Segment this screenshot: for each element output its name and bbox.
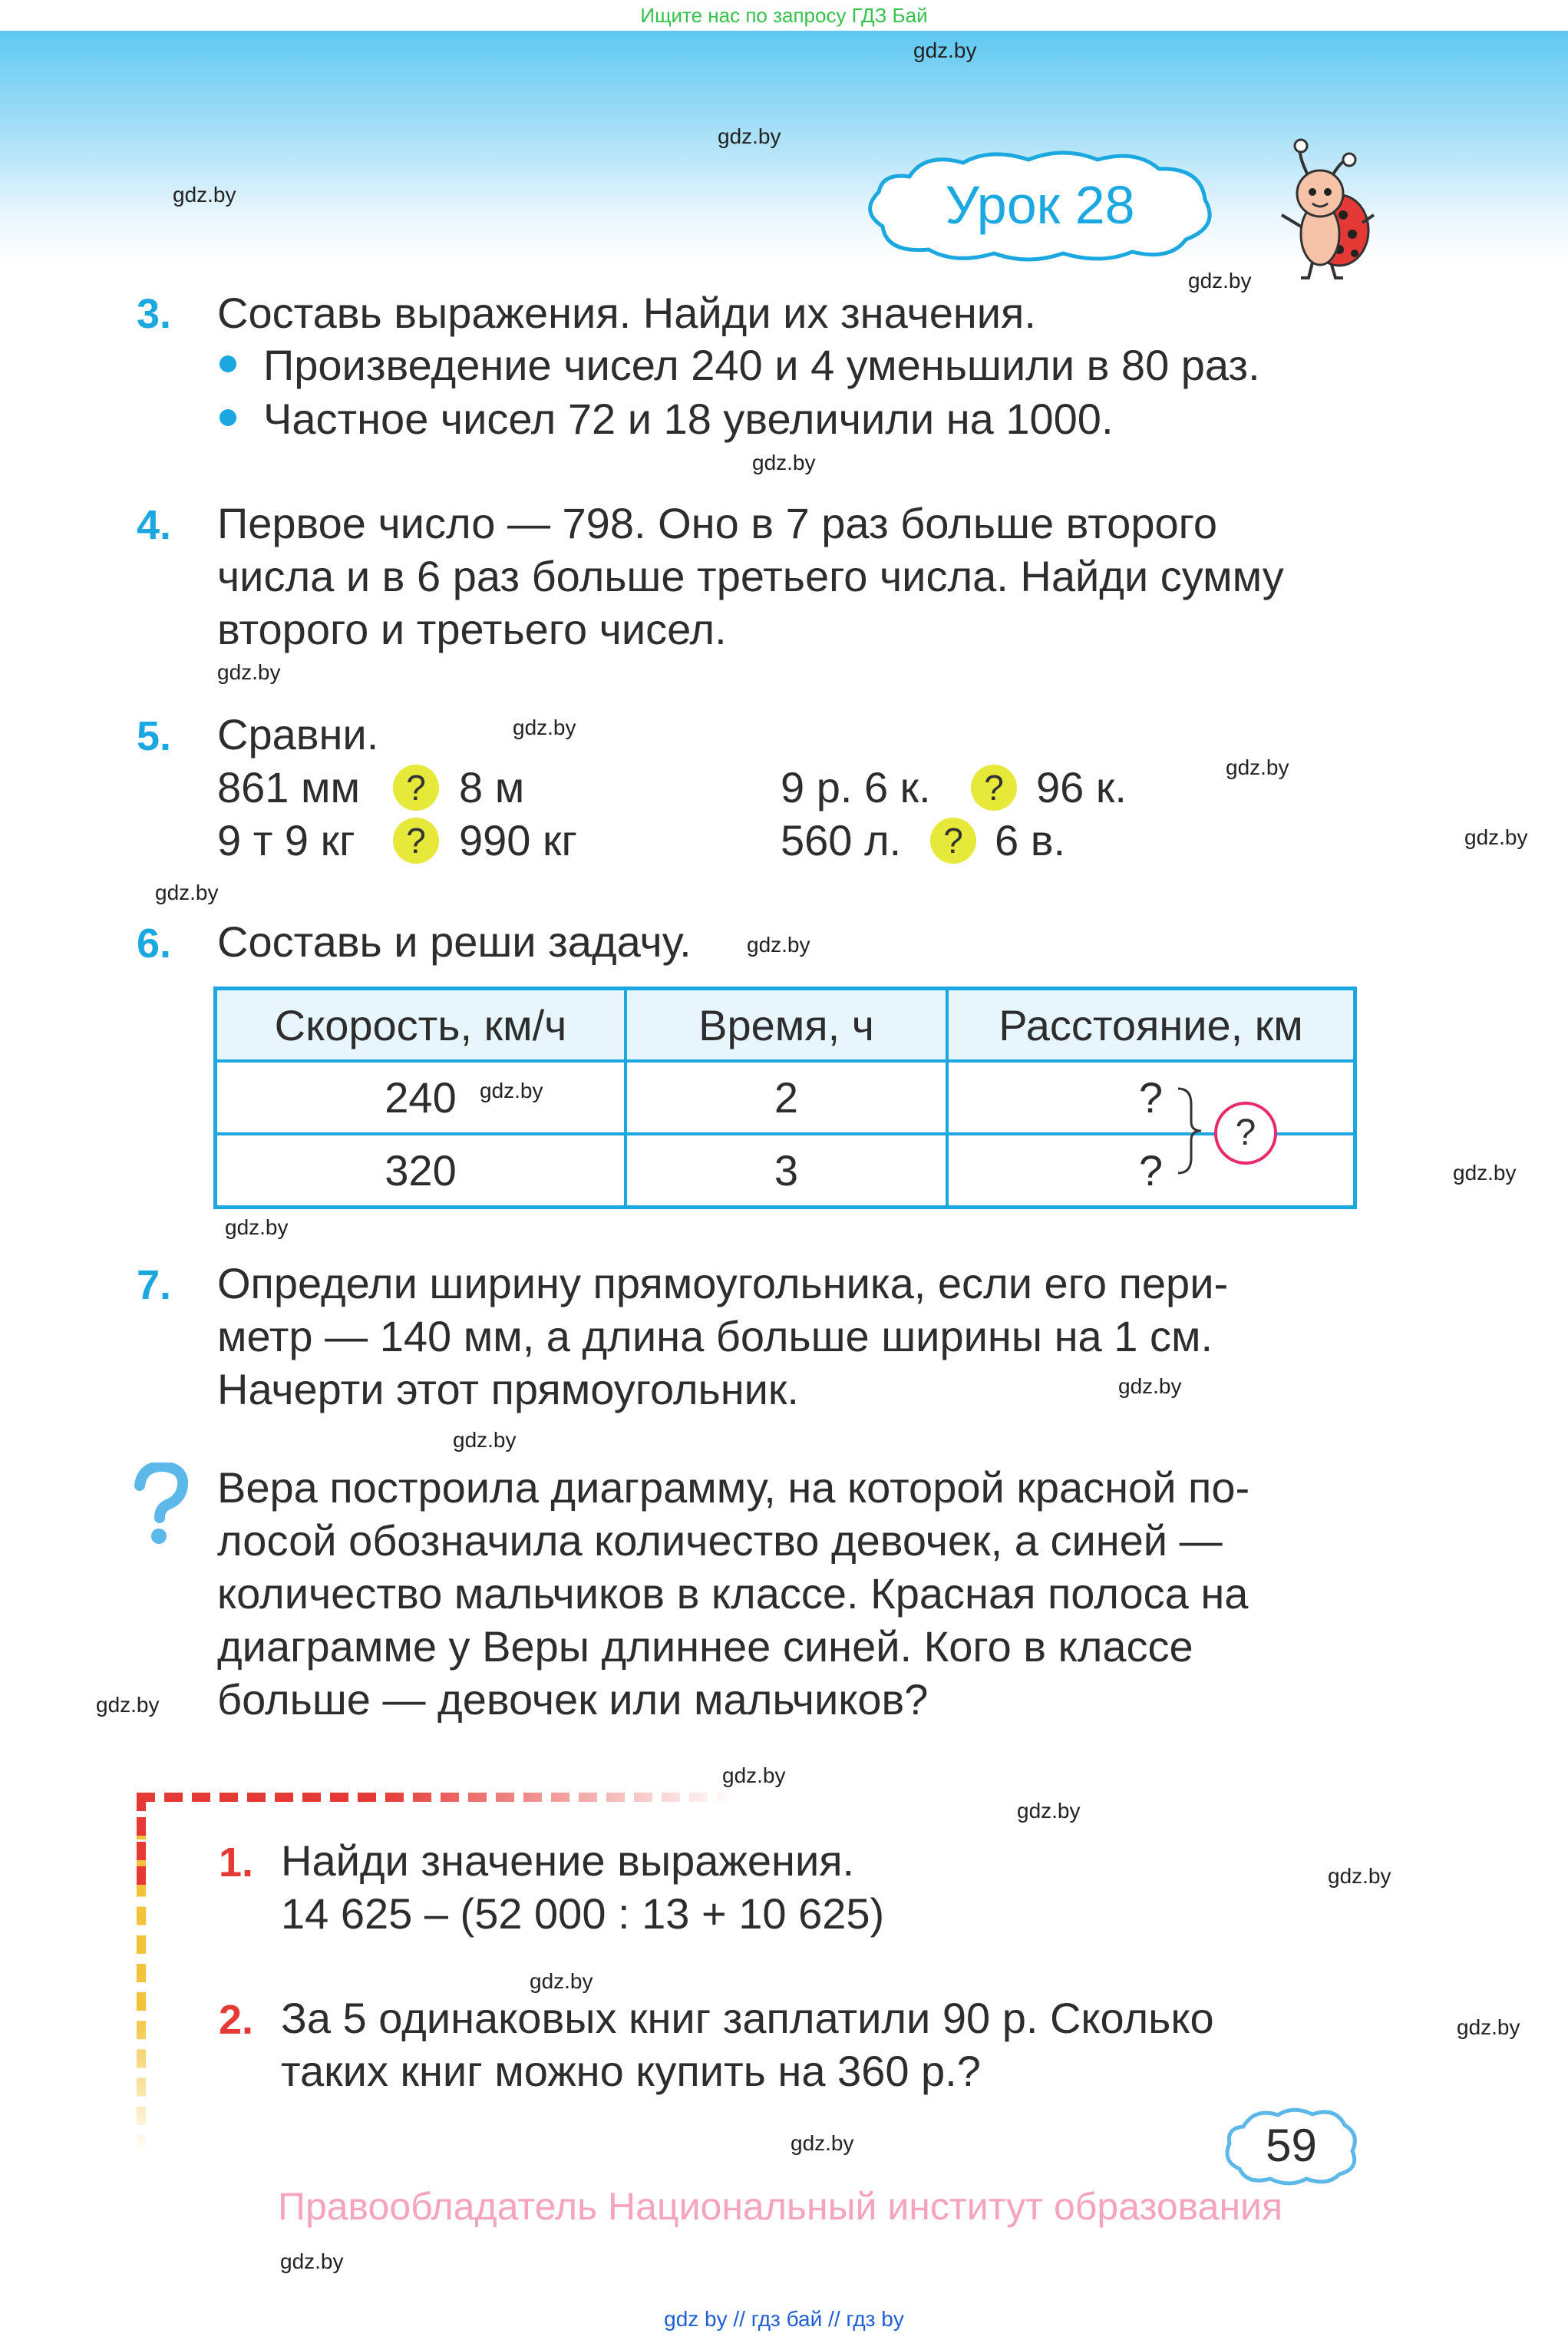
table-cell: 320 — [216, 1134, 626, 1208]
compare-right-b: 6 в. — [995, 816, 1066, 864]
page-number-cloud — [1220, 2104, 1362, 2188]
watermark: gdz.by — [1457, 2015, 1520, 2039]
compare-marker: ? — [971, 765, 1017, 811]
task-5-title: Сравни. — [217, 710, 379, 759]
compare-marker: ? — [393, 818, 439, 864]
watermark: gdz.by — [217, 660, 281, 684]
lesson-title: Урок 28 — [945, 175, 1135, 235]
compare-marker: ? — [393, 765, 439, 811]
task-7-number: 7. — [137, 1262, 172, 1308]
task-3-bullet: Произведение чисел 240 и 4 уменьшили в 80 раз. — [263, 341, 1260, 389]
top-banner: Ищите нас по запросу ГДЗ Бай — [0, 0, 1568, 31]
compare-right-b: 96 к. — [1036, 763, 1127, 811]
task-7-line: метр — 140 мм, а длина больше ширины на 1 см. — [217, 1312, 1213, 1360]
check-1-number: 1. — [219, 1839, 254, 1886]
watermark: gdz.by — [722, 1763, 786, 1787]
compare-left-a: 9 т 9 кг — [217, 816, 355, 864]
watermark: gdz.by — [280, 2249, 344, 2273]
watermark: gdz.by — [96, 1693, 160, 1717]
watermark: gdz.by — [513, 716, 576, 739]
watermark: gdz.by — [791, 2131, 854, 2155]
watermark: gdz.by — [1118, 1374, 1182, 1398]
compare-right-a: 560 л. — [781, 816, 902, 864]
task-4-line: Первое число — 798. Оно в 7 раз больше второго — [217, 499, 1217, 547]
bullet-icon — [220, 355, 236, 372]
task-5-number: 5. — [137, 713, 172, 759]
table-cell: 3 — [626, 1134, 947, 1208]
watermark: gdz.by — [718, 124, 781, 148]
copyright-note: Правообладатель Национальный институт образования — [278, 2185, 1283, 2228]
task-4-number: 4. — [137, 502, 172, 548]
task-3-bullet: Частное чисел 72 и 18 увеличили на 1000. — [263, 395, 1114, 443]
ladybug-icon — [1266, 138, 1378, 288]
compare-left-a: 861 мм — [217, 763, 360, 811]
riddle-line: больше — девочек или мальчиков? — [217, 1675, 929, 1724]
table-cell: ? — [947, 1134, 1355, 1208]
watermark: gdz.by — [1328, 1864, 1391, 1888]
question-mark-icon — [130, 1462, 188, 1547]
riddle-line: диаграмме у Веры длиннее синей. Кого в классе — [217, 1622, 1193, 1671]
watermark: gdz.by — [752, 451, 816, 474]
riddle-line: Вера построила диаграмму, на которой красной по- — [217, 1463, 1250, 1512]
compare-right-a: 9 р. 6 к. — [781, 763, 931, 811]
watermark: gdz.by — [155, 881, 219, 904]
task-6-title: Составь и реши задачу. — [217, 917, 692, 966]
watermark: gdz.by — [747, 933, 810, 957]
compare-left-b: 8 м — [459, 763, 525, 811]
table-header: Время, ч — [626, 989, 947, 1062]
lesson-title-cloud — [856, 146, 1224, 265]
task-6-number: 6. — [137, 920, 172, 967]
table-cell: 240 — [216, 1061, 626, 1134]
table-header: Расстояние, км — [947, 989, 1355, 1062]
task-3-text: Составь выражения. Найди их значения. — [217, 289, 1036, 337]
check-2-line: таких книг можно купить на 360 р.? — [281, 2047, 981, 2095]
watermark: gdz.by — [530, 1969, 593, 1993]
page-number: 59 — [1266, 2120, 1317, 2171]
task-4-line: второго и третьего чисел. — [217, 605, 727, 653]
riddle-line: лосой обозначила количество девочек, а синей — — [217, 1516, 1223, 1565]
watermark: gdz.by — [173, 183, 236, 207]
table-header: Скорость, км/ч — [216, 989, 626, 1062]
footer-links[interactable]: gdz by // гдз бай // гдз by — [664, 2307, 904, 2331]
brace-icon — [1174, 1085, 1205, 1177]
watermark: gdz.by — [1017, 1799, 1081, 1823]
check-2-line: За 5 одинаковых книг заплатили 90 р. Сколько — [281, 1994, 1214, 2042]
bullet-icon — [220, 409, 236, 426]
table-cell: 2 — [626, 1061, 947, 1134]
check-1-line: 14 625 – (52 000 : 13 + 10 625) — [281, 1889, 885, 1938]
check-frame-top — [137, 1793, 735, 1802]
check-1-line: Найди значение выражения. — [281, 1836, 855, 1885]
watermark: gdz.by — [1226, 755, 1289, 779]
task-7-line: Определи ширину прямоугольника, если его пери- — [217, 1259, 1229, 1307]
watermark: gdz.by — [913, 38, 977, 62]
watermark: gdz.by — [480, 1079, 543, 1102]
watermark: gdz.by — [1453, 1161, 1517, 1185]
task-7-line: Начерти этот прямоугольник. — [217, 1365, 799, 1413]
watermark: gdz.by — [1464, 825, 1528, 849]
watermark: gdz.by — [1188, 269, 1252, 292]
compare-left-b: 990 кг — [459, 816, 577, 864]
table-cell: ? — [947, 1061, 1355, 1134]
task-3-number: 3. — [137, 291, 172, 337]
compare-marker: ? — [930, 818, 976, 864]
riddle-line: количество мальчиков в классе. Красная полоса на — [217, 1569, 1249, 1618]
watermark: gdz.by — [453, 1428, 517, 1452]
task-4-line: числа и в 6 раз больше третьего числа. Найди сумму — [217, 552, 1284, 600]
sum-question-circle: ? — [1214, 1102, 1277, 1165]
watermark: gdz.by — [225, 1215, 289, 1239]
check-frame-corner — [137, 1793, 146, 1885]
check-2-number: 2. — [219, 1997, 254, 2043]
